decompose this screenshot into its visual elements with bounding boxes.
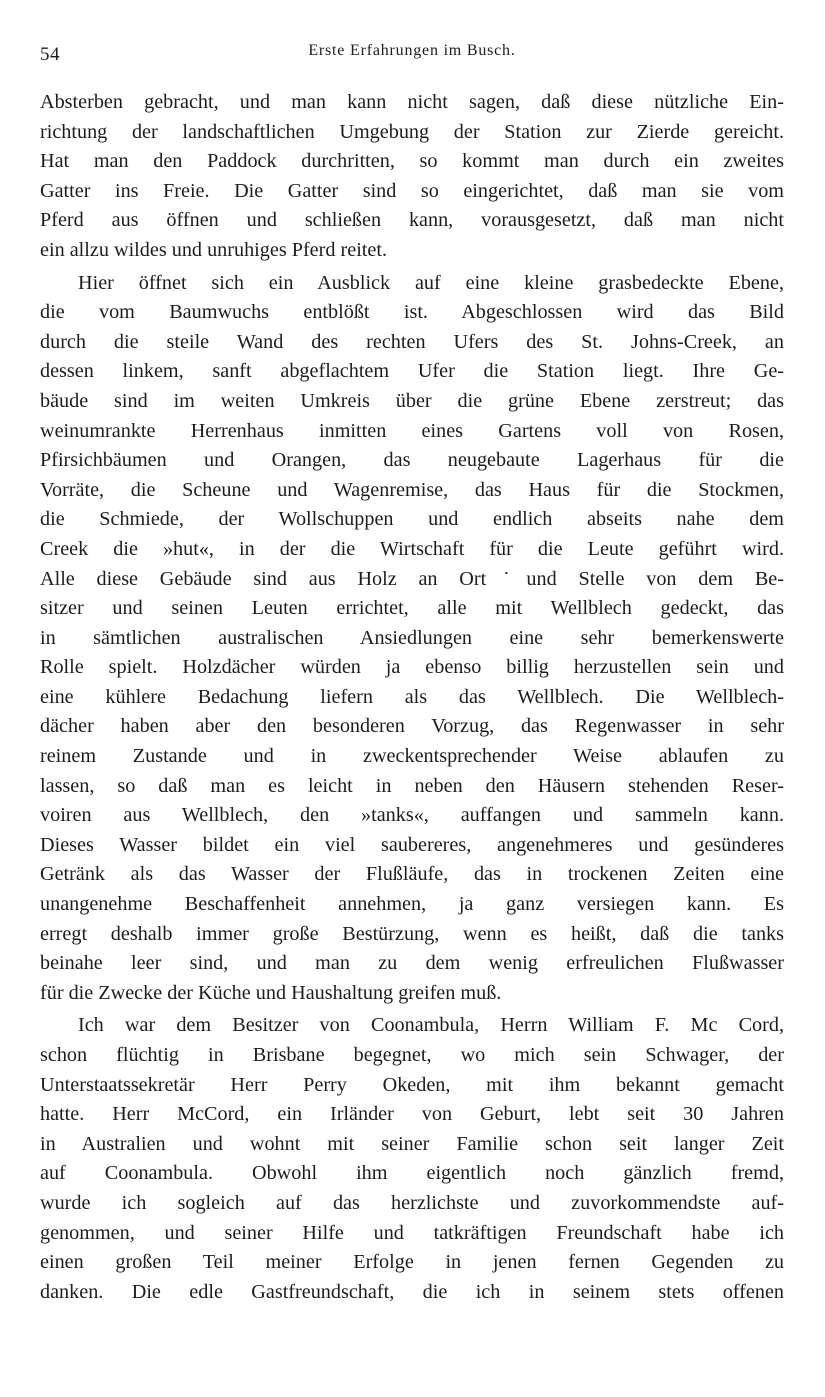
- text-line: bäude sind im weiten Umkreis über die grüne Ebene zerstreut; das: [40, 389, 784, 412]
- text-line: sitzer und seinen Leuten errichtet, alle mit Wellblech gedeckt, das: [40, 597, 784, 620]
- text-line: Getränk als das Wasser der Flußläufe, das in trockenen Zeiten eine: [40, 863, 784, 886]
- text-line: die vom Baumwuchs entblößt ist. Abgeschlossen wird das Bild: [40, 301, 784, 324]
- body-text: [40, 88, 784, 1307]
- text-line: Alle diese Gebäude sind aus Holz an Ort˙und Stelle von dem Be-: [40, 567, 784, 590]
- page-header: [40, 36, 784, 66]
- text-line: Hat man den Paddock durchritten, so kommt man durch ein zweites: [40, 150, 784, 173]
- text-line: Unterstaatssekretär Herr Perry Okeden, mit ihm bekannt gemacht: [40, 1073, 784, 1096]
- text-line: danken. Die edle Gastfreundschaft, die ich in seinem stets offenen: [40, 1280, 784, 1303]
- text-line: Pferd aus öffnen und schließen kann, vorausgesetzt, daß man nicht: [40, 209, 784, 232]
- text-line: Dieses Wasser bildet ein viel saubereres, angenehmeres und gesünderes: [40, 833, 784, 856]
- text-line: genommen, und seiner Hilfe und tatkräftigen Freundschaft habe ich: [40, 1221, 784, 1244]
- text-line: eine kühlere Bedachung liefern als das Wellblech. Die Wellblech-: [40, 685, 784, 708]
- text-line: erregt deshalb immer große Bestürzung, wenn es heißt, daß die tanks: [40, 922, 784, 945]
- paragraph: [40, 1011, 784, 1307]
- text-line: wurde ich sogleich auf das herzlichste und zuvorkommendste auf-: [40, 1191, 784, 1214]
- text-line: Creek die »hut«, in der die Wirtschaft für die Leute geführt wird.: [40, 537, 784, 560]
- text-line: Vorräte, die Scheune und Wagenremise, das Haus für die Stockmen,: [40, 478, 784, 501]
- text-line: durch die steile Wand des rechten Ufers des St. Johns-Creek, an: [40, 330, 784, 353]
- text-line: die Schmiede, der Wollschuppen und endlich abseits nahe dem: [40, 508, 784, 531]
- text-line: einen großen Teil meiner Erfolge in jenen fernen Gegenden zu: [40, 1251, 784, 1274]
- text-line: richtung der landschaftlichen Umgebung der Station zur Zierde gereicht.: [40, 120, 784, 143]
- text-line: weinumrankte Herrenhaus inmitten eines Gartens voll von Rosen,: [40, 419, 784, 442]
- text-line: beinahe leer sind, und man zu dem wenig erfreulichen Flußwasser: [40, 952, 784, 975]
- text-line: Absterben gebracht, und man kann nicht sagen, daß diese nützliche Ein-: [40, 91, 784, 113]
- text-line: auf Coonambula. Obwohl ihm eigentlich noch gänzlich fremd,: [40, 1162, 784, 1185]
- paragraph: [40, 88, 784, 266]
- text-line: Pfirsichbäumen und Orangen, das neugebaute Lagerhaus für die: [40, 449, 784, 472]
- text-line: für die Zwecke der Küche und Haushaltung greifen muß.: [40, 981, 502, 1004]
- text-line: Gatter ins Freie. Die Gatter sind so eingerichtet, daß man sie vom: [40, 179, 784, 202]
- text-line: Rolle spielt. Holzdächer würden ja ebenso billig herzustellen sein und: [40, 656, 784, 679]
- text-line: voiren aus Wellblech, den »tanks«, auffangen und sammeln kann.: [40, 804, 784, 827]
- text-line: reinem Zustande und in zweckentsprechender Weise ablaufen zu: [40, 745, 784, 768]
- text-line: hatte. Herr McCord, ein Irländer von Geburt, lebt seit 30 Jahren: [40, 1103, 784, 1126]
- text-line: schon flüchtig in Brisbane begegnet, wo mich sein Schwager, der: [40, 1044, 784, 1066]
- paragraph: [40, 269, 784, 1009]
- book-page: [40, 36, 784, 1307]
- text-line: dächer haben aber den besonderen Vorzug, das Regenwasser in sehr: [40, 715, 784, 738]
- text-line: Ich war dem Besitzer von Coonambula, Herrn William F. Mc Cord,: [78, 1014, 784, 1037]
- text-line: unangenehme Beschaffenheit annehmen, ja ganz versiegen kann. Es: [40, 893, 784, 916]
- text-line: in sämtlichen australischen Ansiedlungen eine sehr bemerkenswerte: [40, 626, 784, 649]
- text-line: dessen linkem, sanft abgeflachtem Ufer die Station liegt. Ihre Ge-: [40, 360, 784, 383]
- text-line: lassen, so daß man es leicht in neben den Häusern stehenden Reser-: [40, 774, 784, 797]
- text-line: Hier öffnet sich ein Ausblick auf eine kleine grasbedeckte Ebene,: [78, 271, 784, 294]
- text-line: ein allzu wildes und unruhiges Pferd reitet.: [40, 238, 388, 261]
- page-number: 54: [40, 44, 60, 65]
- text-line: in Australien und wohnt mit seiner Familie schon seit langer Zeit: [40, 1132, 784, 1155]
- running-title: Erste Erfahrungen im Busch.: [308, 42, 516, 59]
